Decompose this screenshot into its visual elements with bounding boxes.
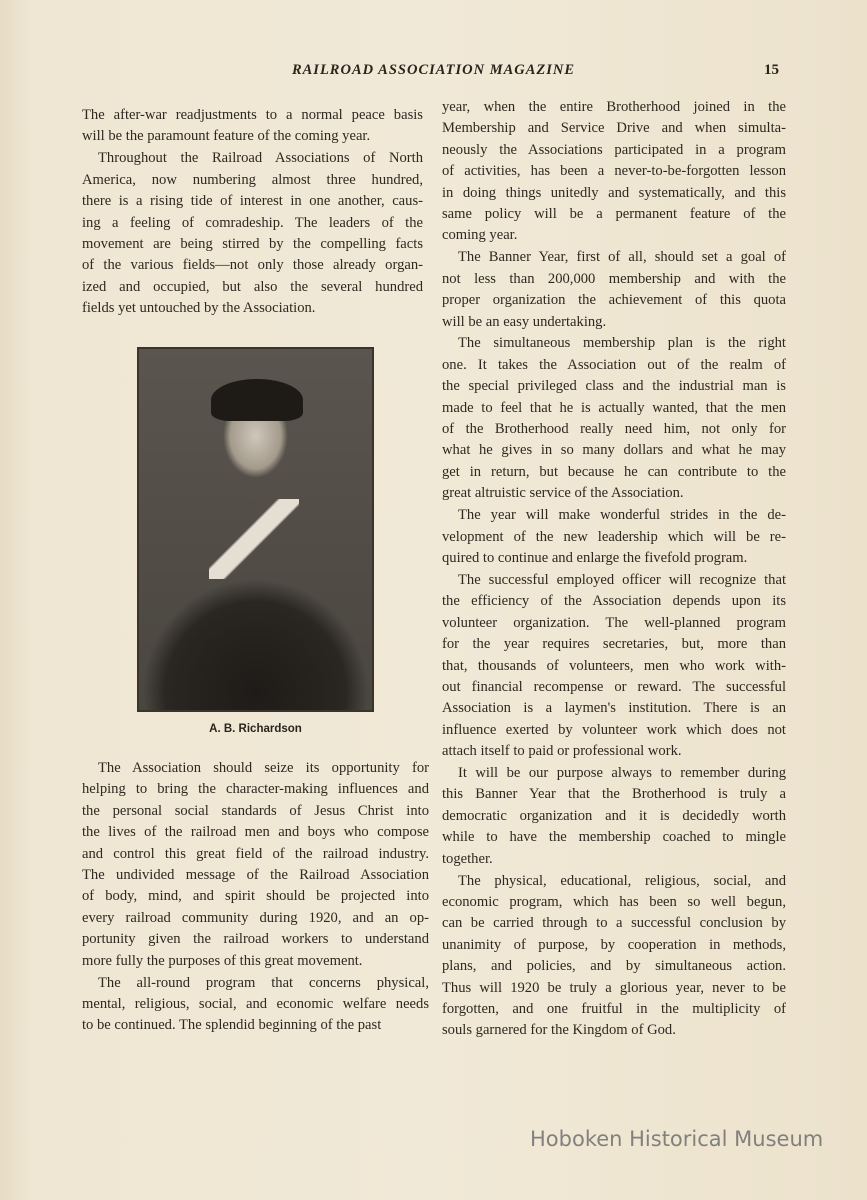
text-line: velopment of the new leadership which will be re- — [442, 528, 786, 545]
paragraph — [442, 871, 786, 1042]
portrait-photo — [137, 347, 374, 712]
text-line: will be an easy undertaking. — [442, 313, 607, 330]
text-line: Association is a laymen's institution. There is an — [442, 700, 786, 717]
text-line: democratic organization and it is decidedly worth — [442, 807, 786, 824]
text-line: together. — [442, 850, 493, 867]
text-line: get in return, but because he can contribute to the — [442, 463, 786, 480]
text-line: in doing things unitedly and systematically, and this — [442, 184, 786, 201]
text-line: the lives of the railroad men and boys who compose — [82, 824, 429, 841]
text-line: of the various fields—not only those already organ- — [82, 257, 423, 274]
text-line: of activities, has been a never-to-be-forgotten lesson — [442, 163, 786, 180]
text-line: same policy will be a permanent feature of the — [442, 205, 786, 222]
paragraph — [442, 97, 786, 247]
left-column-bottom — [82, 758, 429, 1037]
text-line: Thus will 1920 be truly a glorious year, never to be — [442, 979, 786, 996]
text-line: The Association should seize its opportunity for — [98, 760, 429, 776]
photo-caption: A. B. Richardson — [209, 723, 302, 735]
text-line: quired to continue and enlarge the fivefold program. — [442, 549, 748, 566]
running-header: RAILROAD ASSOCIATION MAGAZINE — [291, 62, 576, 78]
text-line: the special privileged class and the industrial man is — [442, 378, 786, 395]
text-line: while to have the membership coached to mingle — [442, 829, 786, 846]
paragraph — [442, 570, 786, 763]
photo-collar — [209, 499, 299, 579]
text-line: to be continued. The splendid beginning of the past — [82, 1017, 382, 1034]
paragraph — [82, 758, 429, 972]
text-line: mental, religious, social, and economic welfare needs — [82, 995, 429, 1012]
paragraph — [82, 148, 423, 319]
text-line: plans, and policies, and by simultaneous action. — [442, 958, 786, 975]
text-line: The physical, educational, religious, social, and — [458, 872, 786, 889]
photo-hair — [211, 379, 303, 421]
text-line: can be carried through to a successful conclusion by — [442, 915, 786, 932]
text-line: every railroad community during 1920, and an op- — [82, 909, 429, 926]
text-line: the personal social standards of Jesus Christ into — [82, 802, 429, 819]
text-line: not less than 200,000 membership and with the — [442, 270, 786, 287]
paragraph — [82, 973, 429, 1037]
text-line: The year will make wonderful strides in the de- — [458, 507, 786, 524]
text-line: unanimity of purpose, by cooperation in methods, — [442, 936, 786, 953]
text-line: Membership and Service Drive and when simulta- — [442, 120, 786, 137]
text-line: made to feel that he is actually wanted, that the men — [442, 399, 786, 416]
text-line: great altruistic service of the Association. — [442, 485, 684, 502]
text-line: It will be our purpose always to remember during — [458, 765, 786, 782]
text-line: forgotten, and one fruitful in the multiplicity of — [442, 1000, 786, 1017]
text-line: one. It takes the Association out of the realm of — [442, 356, 786, 373]
text-line: ized and occupied, but also the several hundred — [82, 278, 423, 295]
text-line: portunity given the railroad workers to understand — [82, 931, 429, 948]
museum-watermark: Hoboken Historical Museum — [530, 1127, 824, 1151]
text-line: year, when the entire Brotherhood joined in the — [442, 99, 786, 115]
text-line: neously the Associations participated in a program — [442, 141, 786, 158]
text-line: fields yet untouched by the Association. — [82, 300, 316, 317]
text-line: souls garnered for the Kingdom of God. — [442, 1022, 676, 1039]
text-line: The successful employed officer will recognize that — [458, 571, 786, 588]
text-line: ing a feeling of comradeship. The leaders of the — [82, 214, 423, 231]
text-line: this Banner Year that the Brotherhood is truly a — [442, 786, 786, 803]
text-line: influence exerted by volunteer work which does not — [442, 721, 786, 738]
text-line: will be the paramount feature of the coming year. — [82, 128, 371, 145]
paragraph — [442, 763, 786, 870]
text-line: attach itself to paid or professional work. — [442, 743, 682, 760]
text-line: of body, mind, and spirit should be projected into — [82, 888, 429, 905]
text-line: there is a rising tide of interest in one another, caus- — [82, 193, 423, 210]
text-line: the efficiency of the Association depends upon its — [442, 593, 786, 610]
text-line: The undivided message of the Railroad Association — [82, 866, 429, 883]
paragraph — [442, 505, 786, 569]
text-line: and control this great field of the railroad industry. — [82, 845, 429, 862]
paragraph — [442, 333, 786, 504]
text-line: The Banner Year, first of all, should set a goal of — [458, 249, 786, 266]
text-line: volunteer organization. The well-planned program — [442, 614, 786, 631]
text-line: of the Brotherhood really need him, not only for — [442, 421, 786, 438]
text-line: economic program, which has been so well begun, — [442, 894, 786, 911]
text-line: more fully the purposes of this great movement. — [82, 952, 363, 969]
page-number: 15 — [764, 62, 779, 78]
text-line: helping to bring the character-making influences and — [82, 781, 429, 798]
text-line: what he gives in so many dollars and what he may — [442, 442, 786, 459]
text-line: that, thousands of volunteers, men who work with- — [442, 657, 786, 674]
text-line: The simultaneous membership plan is the right — [458, 335, 786, 352]
text-line: The all-round program that concerns physical, — [98, 974, 429, 991]
text-line: proper organization the achievement of this quota — [442, 292, 786, 309]
text-line: movement are being stirred by the compelling facts — [82, 235, 423, 252]
text-line: for the year requires secretaries, but, more than — [442, 636, 786, 653]
paragraph — [82, 105, 423, 148]
left-column-top — [82, 105, 423, 320]
text-line: out financial recompense or reward. The successful — [442, 678, 786, 695]
text-line: America, now numbering almost three hundred, — [82, 171, 423, 188]
text-line: Throughout the Railroad Associations of North — [98, 150, 423, 167]
right-column — [442, 97, 786, 1042]
text-line: coming year. — [442, 227, 518, 244]
paragraph — [442, 247, 786, 333]
text-line: The after-war readjustments to a normal peace basis — [82, 107, 423, 123]
